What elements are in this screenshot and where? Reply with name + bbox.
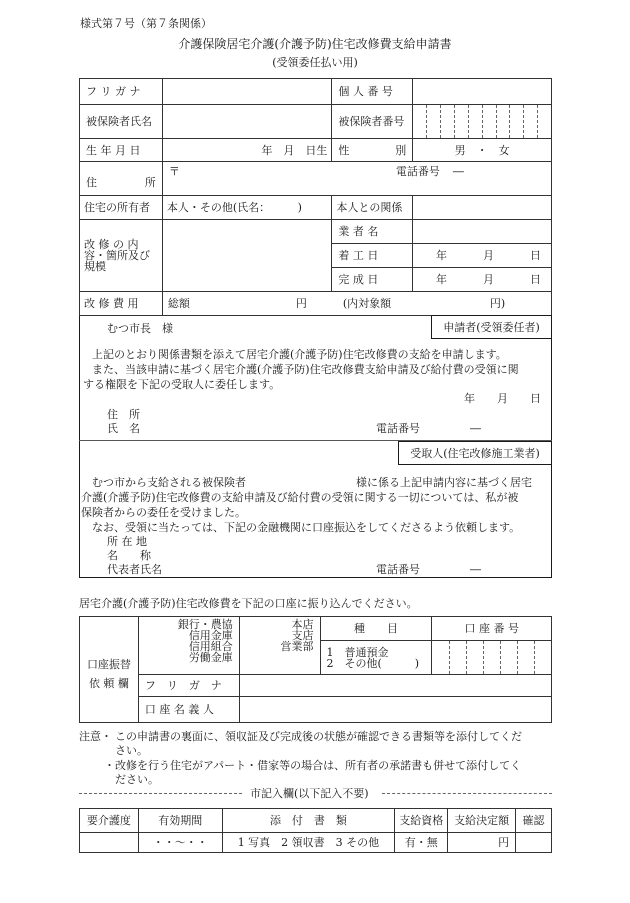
applicant-role-badge: 申請者(受領委任者)	[431, 315, 552, 339]
phone-label: 電話番号	[395, 165, 440, 178]
account-number-header: 口 座 番 号	[432, 617, 552, 641]
note-2b: ださい。	[115, 773, 159, 786]
recipient-company-label: 名 称	[107, 549, 151, 562]
recipient-paragraph-3: 保険者からの委任を受けました。	[81, 506, 246, 519]
recipient-paragraph-4: なお、受領に当たっては、下記の金融機関に口座振込をしてくださるよう依頼します。	[92, 521, 521, 534]
application-paragraph-1: 上記のとおり関係書類を添えて居宅介護(介護予防)住宅改修費の支給を申請します。	[92, 348, 507, 361]
account-type-options[interactable]: 1 普通預金 2 その他( )	[320, 641, 432, 675]
address-label: 住 所	[80, 162, 163, 196]
city-table	[79, 808, 552, 853]
cost-target-label: (内対象額	[342, 297, 392, 310]
applicant-name-label: 氏 名	[107, 422, 140, 435]
page-subtitle: (受領委任払い用)	[272, 56, 358, 69]
insured-number-field[interactable]	[413, 105, 552, 139]
city-cell-eligibility[interactable]: 有・無	[395, 833, 448, 853]
recipient-phone-label: 電話番号	[376, 563, 420, 576]
recipient-phone-dash: ―	[470, 563, 481, 576]
contractor-label: 業 者 名	[332, 220, 413, 244]
start-date-field[interactable]: 年 月 日	[413, 244, 552, 268]
recipient-role-badge: 受取人(住宅改修施工業者)	[398, 441, 552, 465]
phone-dash: ―	[452, 165, 464, 178]
holder-furigana-field[interactable]	[239, 675, 551, 697]
personal-number-label: 個 人 番 号	[332, 79, 413, 105]
city-divider-left	[79, 793, 242, 794]
bank-side-label-2: 依 頼 欄	[80, 675, 139, 723]
note-1a: この申請書の裏面に、領収証及び完成後の状態が確認できる書類等を添付してくだ	[115, 730, 522, 743]
addressee: むつ市長 様	[107, 322, 173, 335]
branch-types[interactable]: 本店 支店 営業部	[239, 617, 320, 675]
city-cell-care-level[interactable]	[80, 833, 139, 853]
relation-field[interactable]	[413, 196, 552, 220]
insured-number-label: 被保険者番号	[332, 105, 413, 139]
holder-furigana-label: フ リ ガ ナ	[138, 675, 239, 697]
account-number-field[interactable]	[432, 641, 552, 675]
city-cell-attachments[interactable]: 1 写真 2 領収書 3 その他	[222, 833, 395, 853]
cost-field[interactable]	[162, 292, 551, 316]
relation-label: 本人との関係	[332, 196, 413, 220]
recipient-representative-label: 代表者氏名	[107, 563, 162, 576]
recipient-paragraph-1b: 様に係る上記申請内容に基づく居宅	[356, 476, 532, 489]
transfer-request-text: 居宅介護(介護予防)住宅改修費を下記の口座に振り込んでください。	[79, 597, 418, 610]
bank-table	[79, 616, 552, 723]
renovation-label: 改 修 の 内 容・箇所及び 規模	[80, 220, 163, 292]
holder-field[interactable]	[239, 697, 551, 723]
cost-target-yen: 円)	[489, 297, 506, 310]
owner-label: 住宅の所有者	[80, 196, 163, 220]
applicant-phone-label: 電話番号	[376, 422, 420, 435]
note-1b: さい。	[115, 744, 148, 757]
renovation-field[interactable]	[162, 220, 332, 292]
cost-label: 改 修 費 用	[80, 292, 163, 316]
cost-total-label: 総額	[167, 297, 190, 310]
city-header: 確認	[516, 809, 552, 833]
note-prefix: 注意・	[79, 730, 112, 743]
city-divider-right	[382, 793, 552, 794]
city-cell-valid-period[interactable]: ・・〜・・	[138, 833, 222, 853]
recipient-paragraph-2: 介護(介護予防)住宅改修費の支給申請及び給付費の受領に関する一切については、私が被	[81, 491, 519, 504]
applicant-phone-dash: ―	[470, 422, 481, 435]
form-number: 様式第７号（第７条関係）	[80, 17, 212, 30]
city-cell-confirm[interactable]	[516, 833, 552, 853]
gender-options[interactable]: 男 ・ 女	[413, 139, 552, 162]
city-header: 支給決定額	[448, 809, 516, 833]
insured-name-field[interactable]	[162, 105, 332, 139]
contractor-field[interactable]	[413, 220, 552, 244]
institution-types[interactable]: 銀行・農協 信用金庫 信用組合 労働金庫	[138, 617, 239, 675]
insured-name-label: 被保険者氏名	[80, 105, 163, 139]
city-section-label: 市記入欄(以下記入不要)	[250, 787, 369, 800]
furigana-label: フ リ ガ ナ	[80, 79, 163, 105]
application-paragraph-2b: する権限を下記の受取人に委任します。	[83, 378, 281, 391]
city-header: 有効期間	[138, 809, 222, 833]
cost-yen: 円	[295, 297, 307, 310]
owner-field[interactable]: 本人・その他(氏名： )	[162, 196, 332, 220]
postal-mark: 〒	[168, 165, 180, 178]
furigana-field[interactable]	[162, 79, 332, 105]
start-date-label: 着 工 日	[332, 244, 413, 268]
page-title: 介護保険居宅介護(介護予防)住宅改修費支給申請書	[178, 37, 452, 51]
city-header: 添 付 書 類	[222, 809, 395, 833]
applicant-address-label: 住 所	[107, 408, 140, 421]
application-date[interactable]: 年 月 日	[464, 392, 541, 405]
bank-side-label-1: 口座振替	[80, 617, 139, 675]
birth-field[interactable]: 年 月 日生	[162, 139, 332, 162]
city-header: 要介護度	[80, 809, 139, 833]
birth-label: 生 年 月 日	[80, 139, 163, 162]
personal-number-field[interactable]	[413, 79, 552, 105]
city-cell-amount[interactable]: 円	[448, 833, 516, 853]
complete-date-field[interactable]: 年 月 日	[413, 268, 552, 292]
recipient-paragraph-1a: むつ市から支給される被保険者	[92, 476, 246, 489]
gender-label: 性 別	[332, 139, 413, 162]
city-header: 支給資格	[395, 809, 448, 833]
account-type-header: 種 目	[320, 617, 432, 641]
complete-date-label: 完 成 日	[332, 268, 413, 292]
application-paragraph-2a: また、当該申請に基づく居宅介護(介護予防)住宅改修費支給申請及び給付費の受領に関	[92, 363, 519, 376]
applicant-table	[79, 78, 552, 316]
address-field[interactable]	[162, 162, 551, 196]
holder-label: 口 座 名 義 人	[138, 697, 239, 723]
recipient-location-label: 所 在 地	[107, 535, 147, 548]
note-2a: ・改修を行う住宅がアパート・借家等の場合は、所有者の承諾書も併せて添付してく	[104, 759, 522, 772]
